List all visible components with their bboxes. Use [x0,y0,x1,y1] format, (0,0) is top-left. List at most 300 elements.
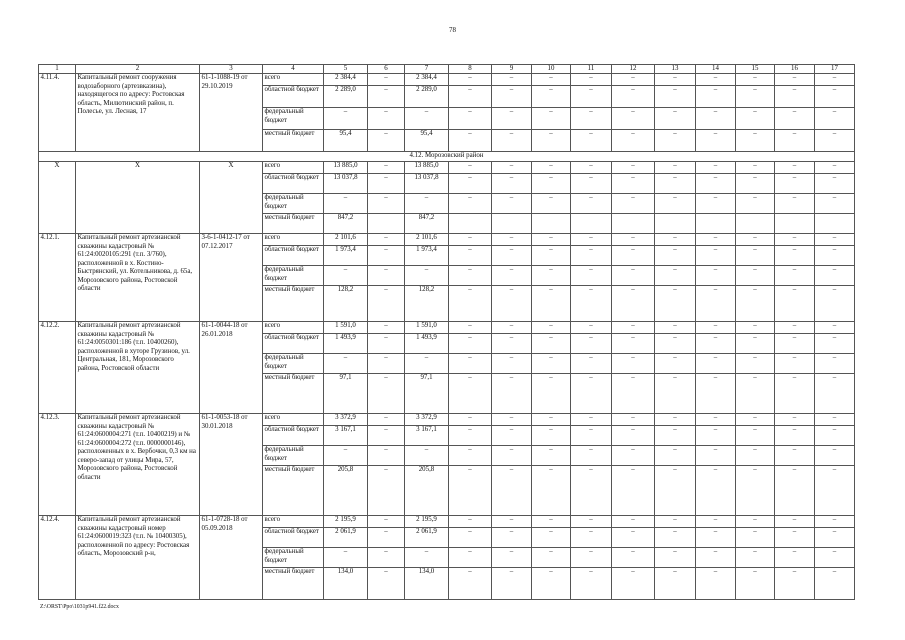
value-c17: – [815,130,855,152]
value-c15 [736,214,775,234]
value-c17: – [815,446,855,466]
value-c12: – [612,108,655,130]
budget-label: местный бюджет [263,130,324,152]
value-c12: – [612,528,655,548]
budget-label: федеральный бюджет [263,108,324,130]
row-description: Капитальный ремонт артезианской скважины кадастровый номер 61:24:0600019:323 (т.п. № 10400305), расположенной по адресу: Ростовская область, Морозовский р-н, [76,516,200,600]
value-c9: – [492,528,532,548]
value-c9: – [492,568,532,600]
value-c5: – [324,108,368,130]
value-c7: – [405,548,449,568]
value-c5: 97,1 [324,374,368,414]
value-c5: – [324,354,368,374]
row-description: X [76,162,200,234]
value-c17: – [815,286,855,322]
value-c13: – [655,374,696,414]
value-c16: – [775,354,815,374]
value-c11: – [571,246,612,266]
column-number: 11 [571,65,612,74]
budget-label: федеральный бюджет [263,354,324,374]
value-c15: – [736,108,775,130]
value-c8: – [449,446,492,466]
value-c17: – [815,108,855,130]
value-c5: 13 037,8 [324,174,368,194]
value-c10 [532,214,571,234]
budget-label: всего [263,162,324,174]
value-c15: – [736,130,775,152]
row-document: 3-6-1-0412-17 от 07.12.2017 [200,234,263,322]
budget-label: областной бюджет [263,528,324,548]
value-c14 [696,214,736,234]
value-c12: – [612,446,655,466]
value-c10: – [532,246,571,266]
table-row [39,162,855,174]
value-c16: – [775,568,815,600]
value-c6: – [368,528,405,548]
value-c14: – [696,354,736,374]
column-number: 12 [612,65,655,74]
budget-label: всего [263,74,324,86]
value-c15: – [736,234,775,246]
column-number: 16 [775,65,815,74]
value-c8: – [449,414,492,426]
value-c14: – [696,286,736,322]
value-c7: 2 289,0 [405,86,449,108]
value-c11: – [571,446,612,466]
column-number: 4 [263,65,324,74]
value-c13: – [655,108,696,130]
value-c12: – [612,466,655,516]
value-c8: – [449,194,492,214]
value-c11: – [571,426,612,446]
value-c15: – [736,246,775,266]
value-c17: – [815,334,855,354]
column-number: 8 [449,65,492,74]
value-c7: 1 493,9 [405,334,449,354]
value-c5: – [324,446,368,466]
value-c10: – [532,74,571,86]
value-c17: – [815,354,855,374]
value-c13: – [655,426,696,446]
value-c12: – [612,286,655,322]
value-c14: – [696,414,736,426]
value-c5: 2 289,0 [324,86,368,108]
value-c16: – [775,516,815,528]
value-c8: – [449,374,492,414]
value-c6: – [368,414,405,426]
value-c17: – [815,234,855,246]
value-c5: 3 167,1 [324,426,368,446]
file-path-footer: Z:\ORST\Ppo\1031p941.f22.docx [40,604,119,610]
value-c8: – [449,246,492,266]
value-c7: 13 037,8 [405,174,449,194]
budget-label: всего [263,516,324,528]
value-c10: – [532,108,571,130]
value-c16: – [775,130,815,152]
row-id: 4.11.4. [39,74,76,152]
value-c14: – [696,246,736,266]
value-c12: – [612,246,655,266]
value-c6: – [368,86,405,108]
value-c9: – [492,74,532,86]
value-c13: – [655,548,696,568]
value-c5: 1 973,4 [324,246,368,266]
value-c10: – [532,86,571,108]
value-c13: – [655,516,696,528]
value-c15: – [736,86,775,108]
value-c8: – [449,466,492,516]
value-c7: 1 973,4 [405,246,449,266]
value-c11: – [571,130,612,152]
value-c13: – [655,266,696,286]
value-c6: – [368,548,405,568]
value-c13: – [655,234,696,246]
value-c8: – [449,334,492,354]
value-c16: – [775,414,815,426]
value-c5: 2 101,6 [324,234,368,246]
value-c14: – [696,162,736,174]
value-c9: – [492,426,532,446]
value-c10: – [532,548,571,568]
value-c6: – [368,286,405,322]
value-c15: – [736,528,775,548]
value-c9: – [492,334,532,354]
value-c9: – [492,266,532,286]
value-c12: – [612,354,655,374]
value-c8: – [449,286,492,322]
value-c14: – [696,528,736,548]
column-number: 7 [405,65,449,74]
value-c11: – [571,374,612,414]
value-c6: – [368,516,405,528]
value-c13: – [655,322,696,334]
value-c11: – [571,354,612,374]
value-c8: – [449,74,492,86]
value-c8 [449,214,492,234]
value-c8: – [449,322,492,334]
value-c7: 128,2 [405,286,449,322]
value-c17: – [815,466,855,516]
value-c6 [368,214,405,234]
column-number: 13 [655,65,696,74]
value-c9: – [492,174,532,194]
value-c13: – [655,246,696,266]
value-c9: – [492,286,532,322]
value-c14: – [696,86,736,108]
column-number: 3 [200,65,263,74]
value-c15: – [736,516,775,528]
value-c17: – [815,74,855,86]
value-c10: – [532,266,571,286]
column-number: 6 [368,65,405,74]
value-c5: 134,0 [324,568,368,600]
value-c13: – [655,174,696,194]
value-c14: – [696,174,736,194]
value-c13: – [655,162,696,174]
section-title: 4.12. Морозовский район [39,152,855,162]
table-row [39,516,855,528]
row-description: Капитальный ремонт сооружения водозаборного (артезвказина), находящегося по адресу: Ростовская область, Милютинский район, п. Полесье, ул. Лесная, 17 [76,74,200,152]
value-c9: – [492,130,532,152]
value-c5: 1 493,9 [324,334,368,354]
value-c17: – [815,548,855,568]
value-c13: – [655,446,696,466]
row-description: Капитальный ремонт артезианской скважины кадастровый № 61:24:0020105:291 (т.п. 3/760), расположенной в х. Костино-Быстрянский, ул. Котельникова, д. 65а, Морозовского района, Ростовской области [76,234,200,322]
value-c5: – [324,548,368,568]
value-c12: – [612,548,655,568]
value-c6: – [368,322,405,334]
budget-label: областной бюджет [263,334,324,354]
value-c16: – [775,162,815,174]
value-c11: – [571,528,612,548]
value-c11: – [571,194,612,214]
value-c17: – [815,86,855,108]
value-c12: – [612,426,655,446]
value-c16: – [775,548,815,568]
row-document: 61-1-1088-19 от 29.10.2019 [200,74,263,152]
value-c12: – [612,194,655,214]
value-c7: – [405,354,449,374]
value-c7: 3 167,1 [405,426,449,446]
value-c16: – [775,234,815,246]
value-c10: – [532,162,571,174]
section-row [39,152,855,162]
value-c10: – [532,286,571,322]
value-c9: – [492,234,532,246]
value-c5: 95,4 [324,130,368,152]
value-c13: – [655,334,696,354]
value-c8: – [449,528,492,548]
value-c8: – [449,86,492,108]
table-row [39,74,855,86]
value-c14: – [696,548,736,568]
value-c10: – [532,130,571,152]
budget-label: всего [263,414,324,426]
value-c15: – [736,354,775,374]
value-c13: – [655,568,696,600]
budget-label: местный бюджет [263,214,324,234]
value-c5: 2 384,4 [324,74,368,86]
value-c12: – [612,334,655,354]
value-c6: – [368,334,405,354]
budget-label: областной бюджет [263,86,324,108]
value-c7: – [405,446,449,466]
value-c16: – [775,174,815,194]
value-c14: – [696,234,736,246]
value-c15: – [736,568,775,600]
value-c16: – [775,108,815,130]
value-c10: – [532,426,571,446]
value-c7: 2 061,9 [405,528,449,548]
value-c14: – [696,446,736,466]
value-c7: – [405,194,449,214]
value-c7: 3 372,9 [405,414,449,426]
value-c6: – [368,174,405,194]
value-c11: – [571,108,612,130]
value-c13: – [655,194,696,214]
value-c11: – [571,162,612,174]
value-c16 [775,214,815,234]
value-c14: – [696,334,736,354]
value-c6: – [368,246,405,266]
value-c15: – [736,548,775,568]
value-c15: – [736,162,775,174]
value-c16: – [775,446,815,466]
value-c9: – [492,194,532,214]
value-c14: – [696,194,736,214]
value-c11: – [571,234,612,246]
value-c12: – [612,234,655,246]
value-c8: – [449,266,492,286]
value-c8: – [449,162,492,174]
value-c12: – [612,86,655,108]
value-c16: – [775,374,815,414]
value-c9 [492,214,532,234]
value-c14: – [696,74,736,86]
value-c17: – [815,426,855,446]
column-number: 14 [696,65,736,74]
column-number: 2 [76,65,200,74]
value-c10: – [532,334,571,354]
value-c7: 95,4 [405,130,449,152]
budget-label: областной бюджет [263,174,324,194]
value-c8: – [449,130,492,152]
value-c12 [612,214,655,234]
value-c14: – [696,426,736,446]
value-c13: – [655,286,696,322]
value-c12: – [612,130,655,152]
value-c11: – [571,322,612,334]
value-c7: 13 885,0 [405,162,449,174]
budget-label: местный бюджет [263,374,324,414]
budget-label: местный бюджет [263,286,324,322]
value-c11: – [571,466,612,516]
value-c8: – [449,516,492,528]
value-c10: – [532,568,571,600]
value-c12: – [612,568,655,600]
value-c14: – [696,108,736,130]
value-c11: – [571,266,612,286]
value-c11: – [571,174,612,194]
value-c8: – [449,354,492,374]
value-c6: – [368,446,405,466]
value-c14: – [696,130,736,152]
value-c15: – [736,194,775,214]
value-c16: – [775,466,815,516]
value-c7: 2 101,6 [405,234,449,246]
value-c17 [815,214,855,234]
value-c7: – [405,266,449,286]
value-c11: – [571,516,612,528]
value-c9: – [492,446,532,466]
value-c14: – [696,568,736,600]
value-c5: 128,2 [324,286,368,322]
value-c9: – [492,354,532,374]
value-c17: – [815,194,855,214]
value-c8: – [449,568,492,600]
value-c11: – [571,286,612,322]
row-document: 61-1-0044-18 от 26.01.2018 [200,322,263,414]
value-c7: 847,2 [405,214,449,234]
value-c15: – [736,174,775,194]
value-c7: 1 591,0 [405,322,449,334]
value-c10: – [532,174,571,194]
column-number-row [39,65,855,74]
budget-label: федеральный бюджет [263,446,324,466]
value-c5: 3 372,9 [324,414,368,426]
value-c5: 2 061,9 [324,528,368,548]
value-c5: – [324,194,368,214]
value-c15: – [736,334,775,354]
row-description: Капитальный ремонт артезианской скважины кадастровый № 61:24:0600004:271 (т.п. 10400219) и № 61:24:0600004:272 (т.п. 0000000146), расположенных в х. Вербочки, 0,3 км на северо-запад от улицы Мира, 57, Морозовского района, Ростовской области [76,414,200,516]
value-c15: – [736,414,775,426]
value-c12: – [612,414,655,426]
value-c17: – [815,266,855,286]
value-c17: – [815,162,855,174]
value-c6: – [368,74,405,86]
row-id: 4.12.1. [39,234,76,322]
column-number: 1 [39,65,76,74]
value-c11: – [571,548,612,568]
value-c7: 2 195,9 [405,516,449,528]
value-c15: – [736,74,775,86]
column-number: 17 [815,65,855,74]
budget-label: федеральный бюджет [263,266,324,286]
value-c16: – [775,426,815,446]
value-c15: – [736,266,775,286]
value-c13: – [655,414,696,426]
value-c11: – [571,414,612,426]
value-c15: – [736,286,775,322]
value-c7: – [405,108,449,130]
page-number: 78 [449,26,456,34]
value-c9: – [492,162,532,174]
budget-label: областной бюджет [263,246,324,266]
value-c10: – [532,354,571,374]
value-c10: – [532,234,571,246]
row-id: 4.12.4. [39,516,76,600]
value-c9: – [492,108,532,130]
value-c9: – [492,86,532,108]
value-c13 [655,214,696,234]
value-c16: – [775,74,815,86]
value-c8: – [449,174,492,194]
value-c7: 97,1 [405,374,449,414]
value-c11: – [571,334,612,354]
budget-label: федеральный бюджет [263,548,324,568]
value-c14: – [696,516,736,528]
value-c14: – [696,266,736,286]
value-c10: – [532,528,571,548]
value-c5: – [324,266,368,286]
budget-label: областной бюджет [263,426,324,446]
budget-label: местный бюджет [263,568,324,600]
value-c13: – [655,354,696,374]
value-c13: – [655,528,696,548]
value-c10: – [532,446,571,466]
value-c9: – [492,374,532,414]
value-c6: – [368,354,405,374]
value-c15: – [736,426,775,446]
value-c9: – [492,466,532,516]
value-c16: – [775,86,815,108]
value-c16: – [775,266,815,286]
column-number: 10 [532,65,571,74]
value-c5: 205,8 [324,466,368,516]
value-c9: – [492,322,532,334]
value-c12: – [612,162,655,174]
budget-label: местный бюджет [263,466,324,516]
